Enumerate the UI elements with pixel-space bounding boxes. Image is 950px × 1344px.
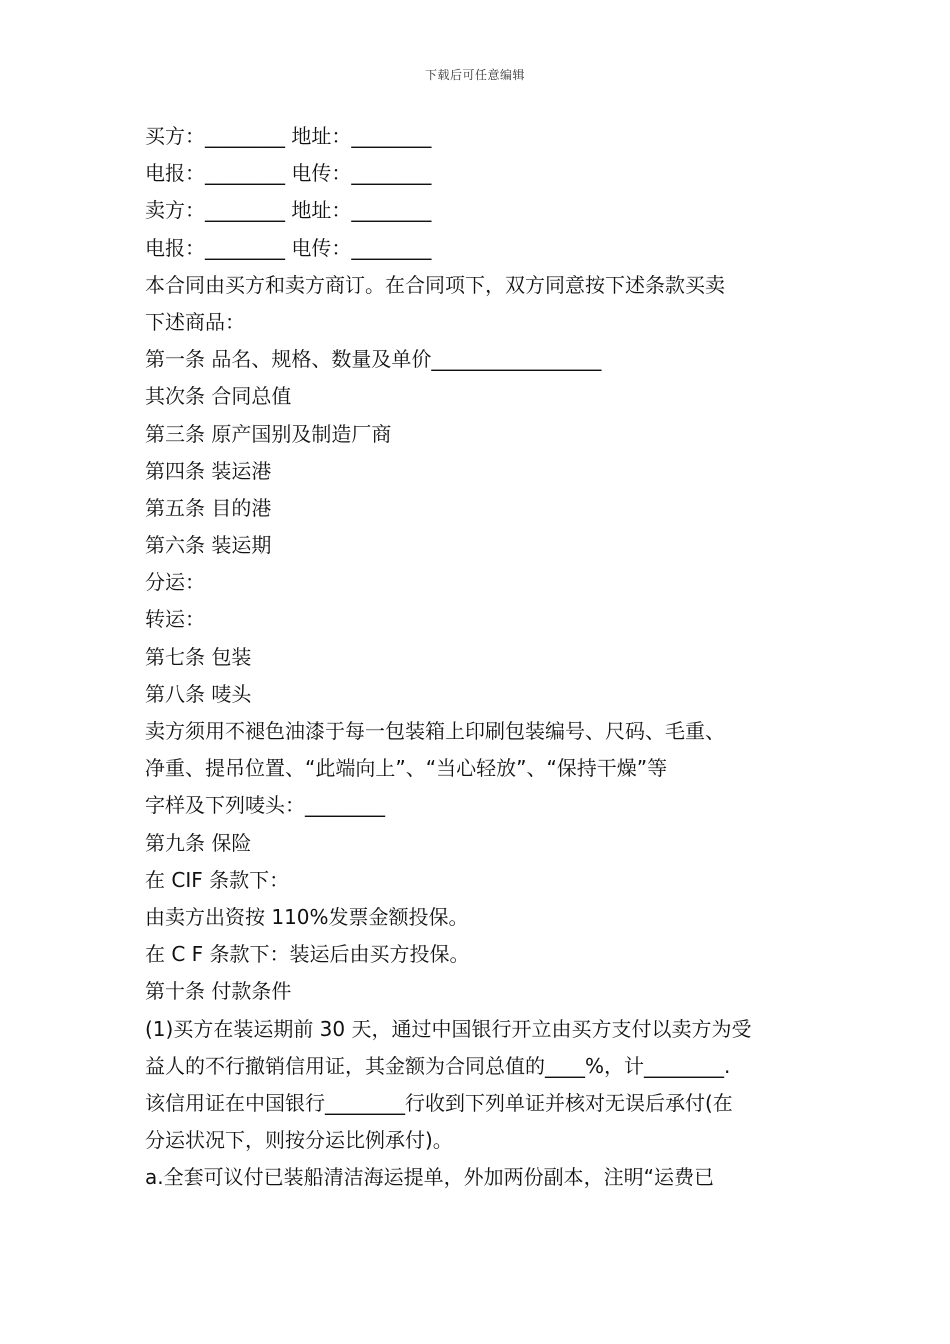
clause-8: 第八条 唛头 (145, 681, 252, 706)
clause-5: 第五条 目的港 (145, 495, 272, 520)
contract-body (145, 118, 810, 1196)
text-line: 电报：________ 电传：________ (145, 235, 432, 260)
text-line: 下述商品： (145, 309, 245, 334)
text-line: 由卖方出资按 110%发票金额投保。 (145, 904, 469, 929)
text-line: 字样及下列唛头：________ (145, 793, 385, 818)
text-line: 电报：________ 电传：________ (145, 161, 432, 186)
clause-10: 第十条 付款条件 (145, 979, 292, 1004)
text-line: a.全套可议付已装船清洁海运提单，外加两份副本，注明“运费已 (145, 1165, 714, 1190)
clause-9: 第九条 保险 (145, 830, 252, 855)
clause-6: 第六条 装运期 (145, 533, 272, 558)
text-line: 分运状况下，则按分运比例承付)。 (145, 1128, 453, 1153)
clause-1: 第一条 品名、规格、数量及单价_________________ (145, 347, 602, 372)
text-line: 分运： (145, 570, 205, 595)
text-line: (1)买方在装运期前 30 天，通过中国银行开立由买方支付以卖方为受 (145, 1016, 752, 1041)
clause-3: 第三条 原产国别及制造厂商 (145, 421, 392, 446)
text-line: 转运： (145, 607, 205, 632)
text-line: 在 C F 条款下：装运后由买方投保。 (145, 942, 470, 967)
clause-4: 第四条 装运港 (145, 458, 272, 483)
page-header: 下载后可任意编辑 (424, 68, 525, 82)
text-line: 在 CIF 条款下： (145, 867, 290, 892)
clause-7: 第七条 包装 (145, 644, 252, 669)
text-line: 卖方须用不褪色油漆于每一包装箱上印刷包装编号、尺码、毛重、 (145, 719, 725, 743)
text-line: 卖方：________ 地址：________ (145, 198, 432, 223)
text-line: 该信用证在中国银行________行收到下列单证并核对无误后承付(在 (145, 1090, 733, 1115)
text-line: 净重、提吊位置、“此端向上”、“当心轻放”、“保持干燥”等 (145, 756, 668, 781)
text-line: 益人的不行撤销信用证，其金额为合同总值的____%，计________. (145, 1053, 731, 1078)
text-line: 本合同由买方和卖方商订。在合同项下，双方同意按下述条款买卖 (145, 272, 725, 297)
text-line: 买方：________ 地址：________ (145, 124, 432, 148)
clause-2: 其次条 合同总值 (145, 384, 292, 409)
